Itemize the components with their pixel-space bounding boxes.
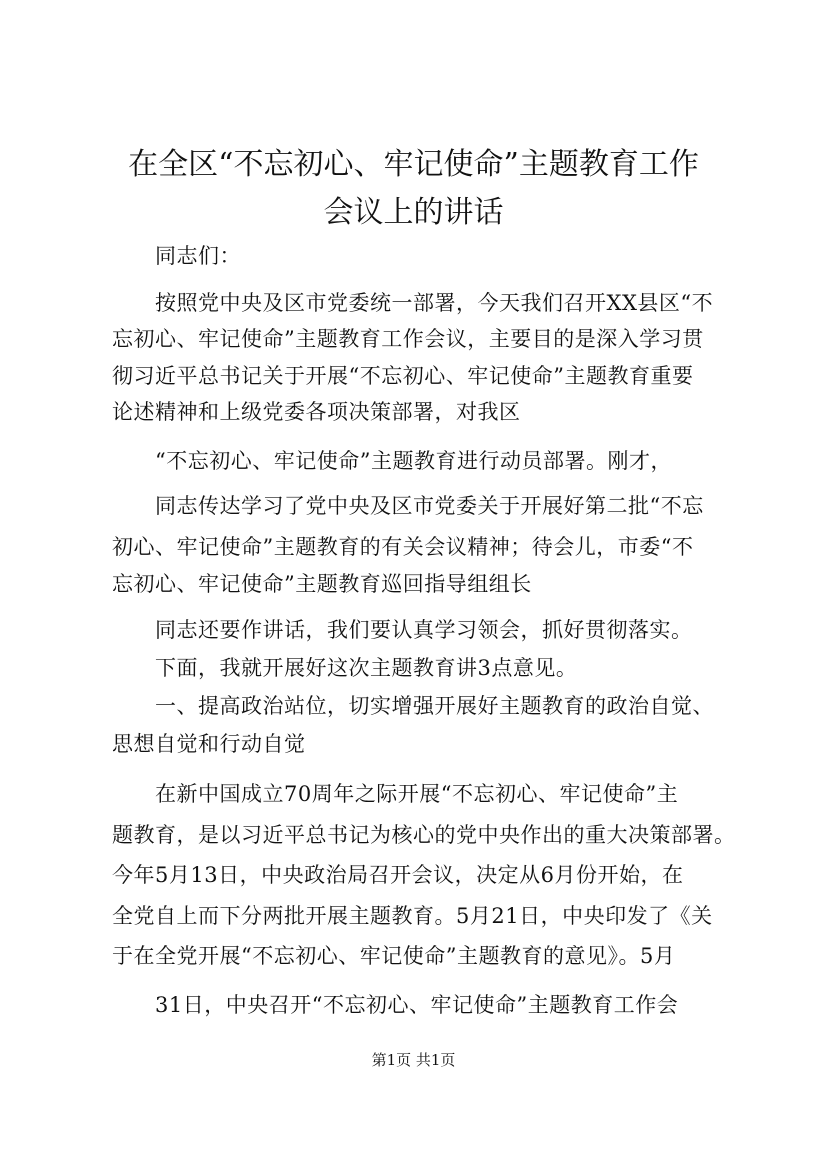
body-line: 按照党中央及区市党委统一部署，今天我们召开XX县区“不 bbox=[155, 291, 714, 315]
body-line: 同志还要作讲话，我们要认真学习领会，抓好贯彻落实。 bbox=[155, 618, 693, 642]
body-line: “不忘初心、牢记使命”主题教育进行动员部署。刚才， bbox=[155, 449, 672, 473]
body-line: 今年5月13日，中央政治局召开会议，决定从6月份开始，在 bbox=[112, 863, 684, 887]
body-line: 同志传达学习了党中央及区市党委关于开展好第二批“不忘 bbox=[155, 494, 704, 518]
body-line: 初心、牢记使命”主题教育的有关会议精神；待会儿，市委“不 bbox=[112, 535, 694, 559]
body-line: 忘初心、牢记使命”主题教育工作会议，主要目的是深入学习贯 bbox=[112, 327, 704, 351]
document-title-line-2: 会议上的讲话 bbox=[323, 195, 504, 230]
body-line: 论述精神和上级党委各项决策部署，对我区 bbox=[112, 400, 521, 424]
body-line: 彻习近平总书记关于开展“不忘初心、牢记使命”主题教育重要 bbox=[112, 364, 694, 388]
document-title-line-1: 在全区“不忘初心、牢记使命”主题教育工作 bbox=[128, 147, 699, 182]
body-line: 于在全党开展“不忘初心、牢记使命”主题教育的意见》。5月 bbox=[112, 944, 676, 968]
body-line: 下面，我就开展好这次主题教育讲3点意见。 bbox=[155, 656, 578, 680]
body-line: 同志们： bbox=[155, 244, 241, 268]
body-line: 31日，中央召开“不忘初心、牢记使命”主题教育工作会 bbox=[155, 993, 679, 1017]
body-line: 题教育，是以习近平总书记为核心的党中央作出的重大决策部署。 bbox=[112, 823, 736, 847]
body-line: 忘初心、牢记使命”主题教育巡回指导组组长 bbox=[112, 572, 532, 596]
page-number-footer: 第1页 共1页 bbox=[371, 1051, 456, 1069]
body-line: 全党自上而下分两批开展主题教育。5月21日，中央印发了《关 bbox=[112, 904, 713, 928]
section-heading-line: 思想自觉和行动自觉 bbox=[112, 732, 306, 756]
body-line: 在新中国成立70周年之际开展“不忘初心、牢记使命”主 bbox=[155, 782, 679, 806]
section-heading-line: 一、提高政治站位，切实增强开展好主题教育的政治自觉、 bbox=[155, 694, 714, 718]
